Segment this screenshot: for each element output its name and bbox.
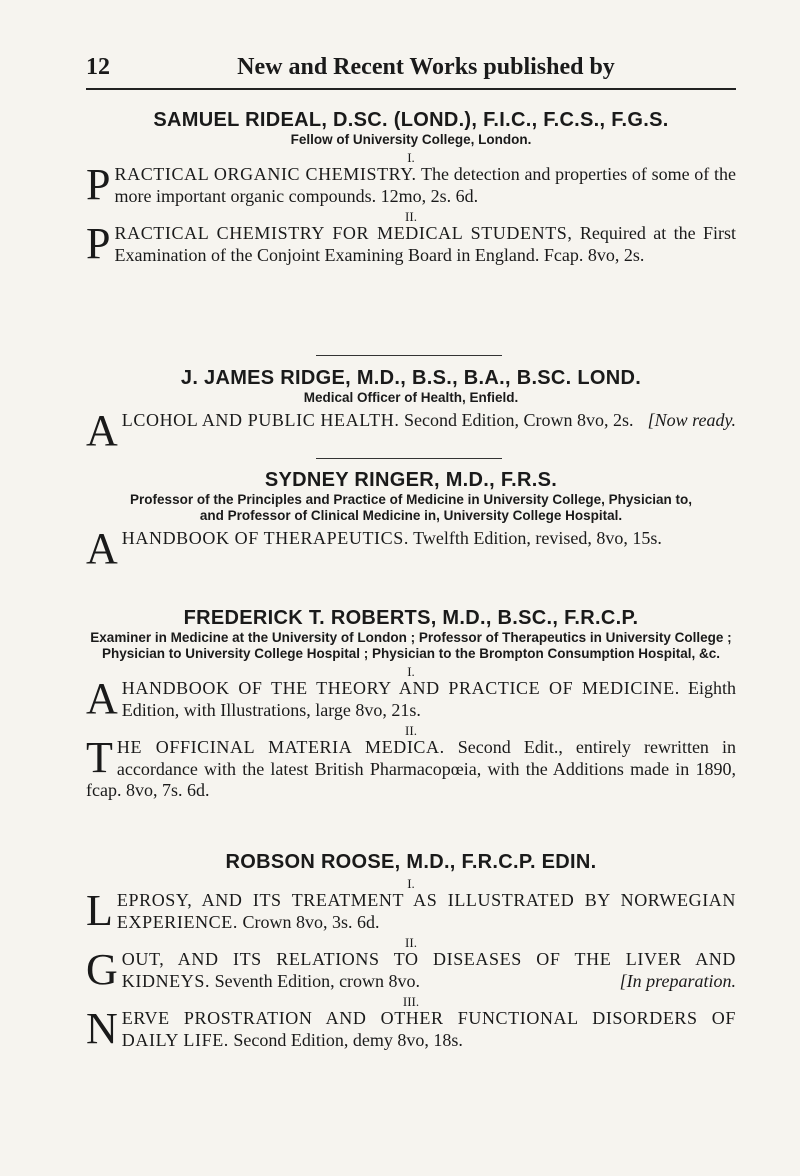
work-title: HANDBOOK OF THE THEORY AND PRACTICE OF MEDICINE. — [121, 678, 680, 698]
drop-cap: P — [86, 160, 111, 209]
work-details: The detection and properties of some of the more important organic compounds. 12mo, 2s. 6d. — [114, 164, 736, 206]
author-name: SYDNEY RINGER, M.D., F.R.S. — [264, 469, 558, 491]
work-title: EPROSY, AND ITS TREATMENT AS ILLUSTRATED BY NORWEGIAN EXPERIENCE. — [116, 890, 736, 932]
work-listing — [86, 733, 736, 802]
work-numeral: II. — [405, 209, 417, 224]
publication-status: [In preparation. — [619, 970, 736, 991]
work-numeral: II. — [405, 723, 417, 738]
work-details: Required at the First Examination of the Conjoint Examining Board in England. Fcap. 8vo, 2s. — [114, 223, 736, 265]
work-details: Second Edition, Crown 8vo, 2s. — [399, 410, 634, 430]
work-numeral: I. — [407, 876, 415, 891]
drop-cap: P — [86, 219, 111, 268]
work-listing — [86, 160, 736, 209]
work-title: HE OFFICINAL MATERIA MEDICA. — [116, 737, 445, 757]
author-affiliation: Medical Officer of Health, Enfield. — [303, 390, 519, 405]
separator-rule — [316, 355, 502, 356]
work-listing — [86, 219, 736, 268]
publication-status: [Now ready. — [647, 410, 736, 430]
entry-ridge — [86, 366, 736, 455]
work-title: ERVE PROSTRATION AND OTHER FUNCTIONAL DISORDERS OF DAILY LIFE. — [121, 1008, 736, 1050]
work-listing — [86, 1004, 736, 1053]
author-affiliation: Fellow of University College, London. — [290, 132, 532, 147]
running-head — [86, 44, 736, 84]
drop-cap: N — [86, 1004, 118, 1053]
work-title: RACTICAL ORGANIC CHEMISTRY. — [114, 164, 417, 184]
author-affiliation: Professor of the Principles and Practice of Medicine in University College, Physician to, and Professor of Clinical Medicine in, University College Hospital. — [130, 492, 692, 523]
work-listing — [86, 674, 736, 723]
running-head-title: New and Recent Works published by — [237, 54, 615, 80]
entry-ringer — [86, 468, 736, 573]
work-details: Second Edition, demy 8vo, 18s. — [228, 1029, 463, 1050]
entry-roose — [86, 850, 736, 1051]
drop-cap: T — [86, 733, 113, 782]
work-title: LCOHOL AND PUBLIC HEALTH. — [121, 410, 400, 430]
work-title: RACTICAL CHEMISTRY FOR MEDICAL STUDENTS, — [114, 223, 573, 243]
work-listing — [86, 945, 736, 994]
work-details: Second Edit., entirely rewritten in accordance with the latest British Pharmacopœia, with the Additions made in 1890, fcap. 8vo, 7s. 6d. — [86, 737, 736, 800]
separator-rule — [316, 458, 502, 459]
work-numeral: I. — [407, 150, 415, 165]
drop-cap: A — [86, 674, 118, 723]
author-name: ROBSON ROOSE, M.D., F.R.C.P. EDIN. — [225, 851, 597, 873]
work-numeral: II. — [405, 935, 417, 950]
entry-rideal — [86, 108, 736, 266]
work-details: Crown 8vo, 3s. 6d. — [238, 911, 380, 932]
drop-cap: L — [86, 886, 113, 935]
drop-cap: A — [86, 406, 118, 455]
work-listing — [86, 524, 736, 573]
drop-cap: A — [86, 524, 118, 573]
work-title: OUT, AND ITS RELATIONS TO DISEASES OF THE LIVER AND KIDNEYS. — [121, 949, 736, 991]
author-name: SAMUEL RIDEAL, D.SC. (LOND.), F.I.C., F.C.S., F.G.S. — [153, 109, 669, 131]
author-name: J. JAMES RIDGE, M.D., B.S., B.A., B.SC. LOND. — [180, 367, 642, 389]
work-listing — [86, 886, 736, 935]
entry-roberts — [86, 606, 736, 802]
drop-cap: G — [86, 945, 118, 994]
head-rule — [86, 88, 736, 90]
work-title: HANDBOOK OF THERAPEUTICS. — [121, 528, 409, 548]
work-details: Eighth Edition, with Illustrations, large 8vo, 21s. — [121, 678, 736, 720]
work-details: Seventh Edition, crown 8vo. — [210, 970, 421, 991]
page-number: 12 — [86, 54, 110, 80]
work-listing — [86, 406, 736, 455]
work-details: Twelfth Edition, revised, 8vo, 15s. — [408, 528, 662, 548]
work-numeral: I. — [407, 664, 415, 679]
author-affiliation: Examiner in Medicine at the University of London ; Professor of Therapeutics in University College ; Physician to University College Hospital ; Physician to the Brompton Consumption Hospital, &c. — [90, 630, 732, 661]
author-name: FREDERICK T. ROBERTS, M.D., B.SC., F.R.C.P. — [183, 607, 639, 629]
work-numeral: III. — [402, 994, 420, 1009]
